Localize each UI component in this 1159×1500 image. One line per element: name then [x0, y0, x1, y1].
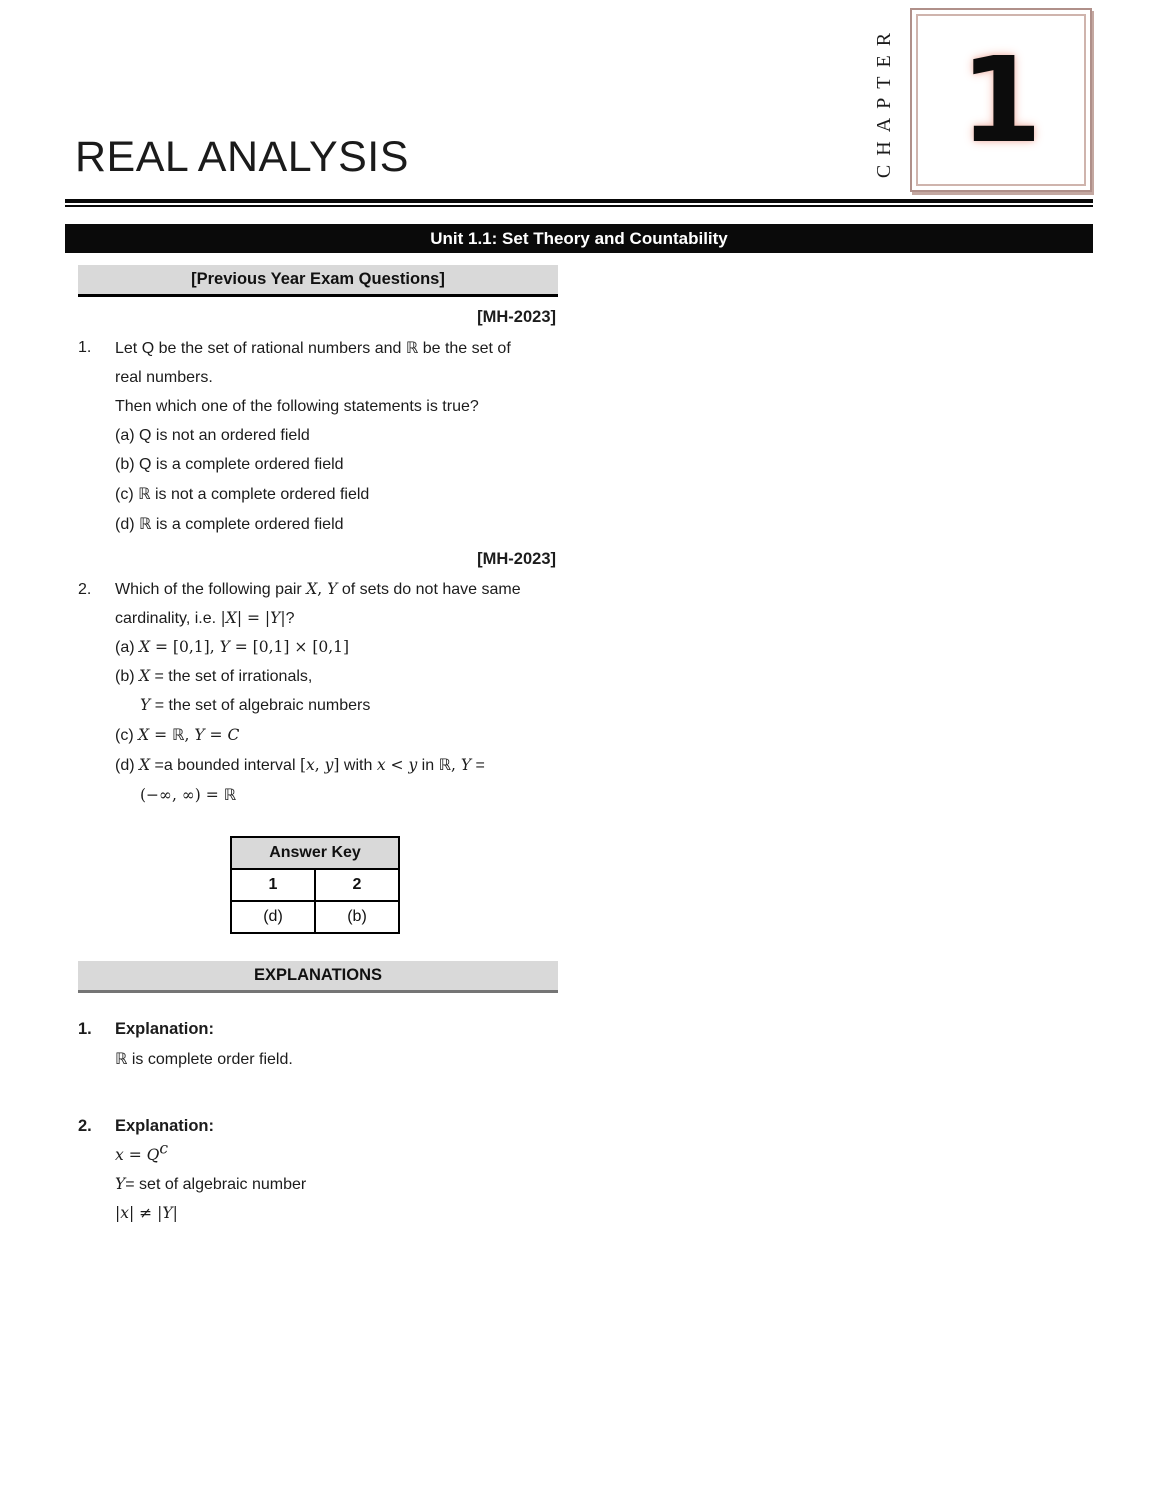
- answer-key-question-1: 1: [231, 869, 315, 901]
- math-variable: X: [138, 726, 150, 744]
- text-line: [115, 421, 558, 450]
- math-variable: x: [376, 756, 386, 774]
- text-fragment: ?: [285, 610, 295, 627]
- blackboard-symbol: ℝ: [405, 338, 419, 357]
- blackboard-symbol: ℝ: [115, 1049, 128, 1068]
- text-fragment: with: [339, 757, 377, 774]
- text-fragment: (c): [115, 727, 139, 744]
- text-fragment: Which of the following pair: [115, 581, 307, 598]
- text-fragment: = set of algebraic number: [125, 1176, 307, 1193]
- text-line: [115, 450, 558, 479]
- text-fragment: (c): [115, 486, 139, 503]
- text-line: [115, 750, 558, 780]
- text-fragment: = the set of irrationals,: [150, 668, 313, 685]
- chapter-number: 1: [916, 14, 1086, 186]
- question-item: [78, 575, 558, 810]
- math-variable: X: [225, 609, 237, 627]
- blackboard-symbol: ℝ: [172, 725, 185, 744]
- math-variable: x: [120, 1204, 129, 1222]
- answer-key-title: Answer Key: [231, 837, 399, 869]
- text-line: [115, 604, 558, 633]
- explanation-body: [115, 1112, 306, 1228]
- math-variable: Y: [162, 1204, 173, 1222]
- explanation-body: [115, 1015, 293, 1074]
- math-variable: X: [139, 756, 151, 774]
- text-line: [115, 392, 558, 421]
- content-column: [78, 265, 558, 1228]
- text-fragment: |: [172, 1204, 178, 1222]
- explanation-number: 2.: [78, 1117, 92, 1135]
- math-variable: y: [408, 756, 418, 774]
- math-variable: Y: [460, 756, 472, 774]
- text-line: [115, 662, 558, 691]
- answer-key-answer-1: (d): [231, 901, 315, 933]
- text-fragment: in: [417, 757, 439, 774]
- text-fragment: =: [204, 726, 228, 744]
- answer-key-question-2: 2: [315, 869, 399, 901]
- text-fragment: =: [123, 1146, 147, 1164]
- text-fragment: (d): [115, 516, 139, 533]
- header-divider-rule: [65, 199, 1093, 207]
- explanation-item: [78, 1112, 558, 1228]
- text-line: [115, 333, 558, 363]
- text-fragment: real numbers.: [115, 369, 213, 386]
- text-fragment: is not a complete ordered field: [150, 486, 370, 503]
- exam-source-tag: [MH-2023]: [477, 550, 556, 568]
- text-fragment: |: [115, 1204, 121, 1222]
- section-header-explanations: EXPLANATIONS: [78, 961, 558, 993]
- math-variable: c: [159, 1139, 169, 1158]
- math-variable: X: [139, 667, 151, 685]
- text-fragment: (a) Q is not an ordered field: [115, 427, 310, 444]
- math-variable: Y: [194, 726, 205, 744]
- math-variable: Y: [270, 609, 281, 627]
- question-number: 1.: [78, 339, 92, 356]
- text-fragment: |: [280, 609, 286, 627]
- chapter-vertical-label: CHAPTER: [873, 23, 895, 179]
- answer-key-answer-2: (b): [315, 901, 399, 933]
- text-fragment: [: [299, 756, 306, 774]
- text-line: [115, 780, 558, 810]
- text-fragment: = [0,1],: [150, 638, 220, 656]
- text-line: [115, 363, 558, 392]
- math-variable: Y: [219, 638, 230, 656]
- text-fragment: Let Q be the set of rational numbers and: [115, 340, 406, 357]
- math-variable: x: [306, 756, 315, 774]
- question-item: [78, 333, 558, 539]
- question-body: [115, 575, 558, 810]
- text-line: [115, 633, 558, 662]
- answer-key-table: [230, 836, 400, 934]
- answer-key-title-row: [231, 837, 399, 869]
- text-fragment: =: [471, 757, 485, 774]
- text-fragment: =: [149, 726, 173, 744]
- math-variable: X: [306, 580, 318, 598]
- text-fragment: =a bounded interval: [150, 757, 300, 774]
- text-line: [115, 479, 558, 509]
- math-variable: Q: [146, 1146, 160, 1164]
- blackboard-symbol: ℝ: [223, 785, 237, 804]
- text-line: [115, 1170, 306, 1199]
- explanation-number: 1.: [78, 1020, 92, 1038]
- text-fragment: (a): [115, 639, 139, 656]
- text-fragment: Then which one of the following statements is true?: [115, 398, 479, 415]
- math-variable: y: [324, 756, 334, 774]
- text-line: [115, 691, 558, 720]
- text-fragment: (d): [115, 757, 139, 774]
- text-fragment: ,: [184, 726, 195, 744]
- math-variable: X: [139, 638, 151, 656]
- math-variable: C: [227, 726, 240, 744]
- text-fragment: is a complete ordered field: [151, 516, 344, 533]
- text-fragment: |: [220, 609, 226, 627]
- page-title: REAL ANALYSIS: [75, 133, 409, 181]
- section-header-previous-year-exam-questions: [Previous Year Exam Questions]: [78, 265, 558, 297]
- text-fragment: | ≠ |: [129, 1204, 163, 1222]
- answer-key-question-row: [231, 869, 399, 901]
- text-fragment: <: [385, 756, 409, 774]
- text-fragment: (−∞, ∞) =: [140, 786, 224, 804]
- question-number: 2.: [78, 581, 92, 598]
- explanation-label: Explanation:: [115, 1020, 215, 1038]
- text-line: [115, 1044, 293, 1074]
- unit-banner: Unit 1.1: Set Theory and Countability: [65, 224, 1093, 253]
- explanation-label: Explanation:: [115, 1117, 215, 1135]
- text-fragment: ]: [333, 756, 340, 774]
- question-body: [115, 333, 558, 539]
- text-fragment: ,: [314, 756, 325, 774]
- text-fragment: | = |: [236, 609, 271, 627]
- text-line: [115, 720, 558, 750]
- text-fragment: ,: [317, 580, 328, 598]
- chapter-number-box: [910, 8, 1092, 192]
- blackboard-symbol: ℝ: [139, 514, 152, 533]
- math-variable: Y: [115, 1175, 126, 1193]
- questions-list: [78, 306, 558, 810]
- text-fragment: is complete order field.: [127, 1051, 293, 1068]
- text-line: [115, 1141, 306, 1170]
- explanations-list: [78, 1015, 558, 1228]
- text-fragment: = the set of algebraic numbers: [150, 697, 371, 714]
- text-fragment: (b): [115, 668, 139, 685]
- text-fragment: be the set of: [418, 340, 511, 357]
- math-variable: Y: [140, 696, 151, 714]
- answer-key-answer-row: [231, 901, 399, 933]
- text-fragment: = [0,1] × [0,1]: [229, 638, 350, 656]
- exam-source-tag: [MH-2023]: [477, 308, 556, 326]
- explanation-item: [78, 1015, 558, 1074]
- text-line: [115, 575, 558, 604]
- blackboard-symbol: ℝ: [438, 755, 451, 774]
- text-line: [115, 509, 558, 539]
- text-fragment: of sets do not have same: [337, 581, 521, 598]
- text-fragment: ,: [450, 756, 461, 774]
- text-fragment: (b) Q is a complete ordered field: [115, 456, 344, 473]
- blackboard-symbol: ℝ: [138, 484, 151, 503]
- math-variable: Y: [327, 580, 338, 598]
- text-fragment: cardinality, i.e.: [115, 610, 221, 627]
- text-line: [115, 1199, 306, 1228]
- math-variable: x: [115, 1146, 124, 1164]
